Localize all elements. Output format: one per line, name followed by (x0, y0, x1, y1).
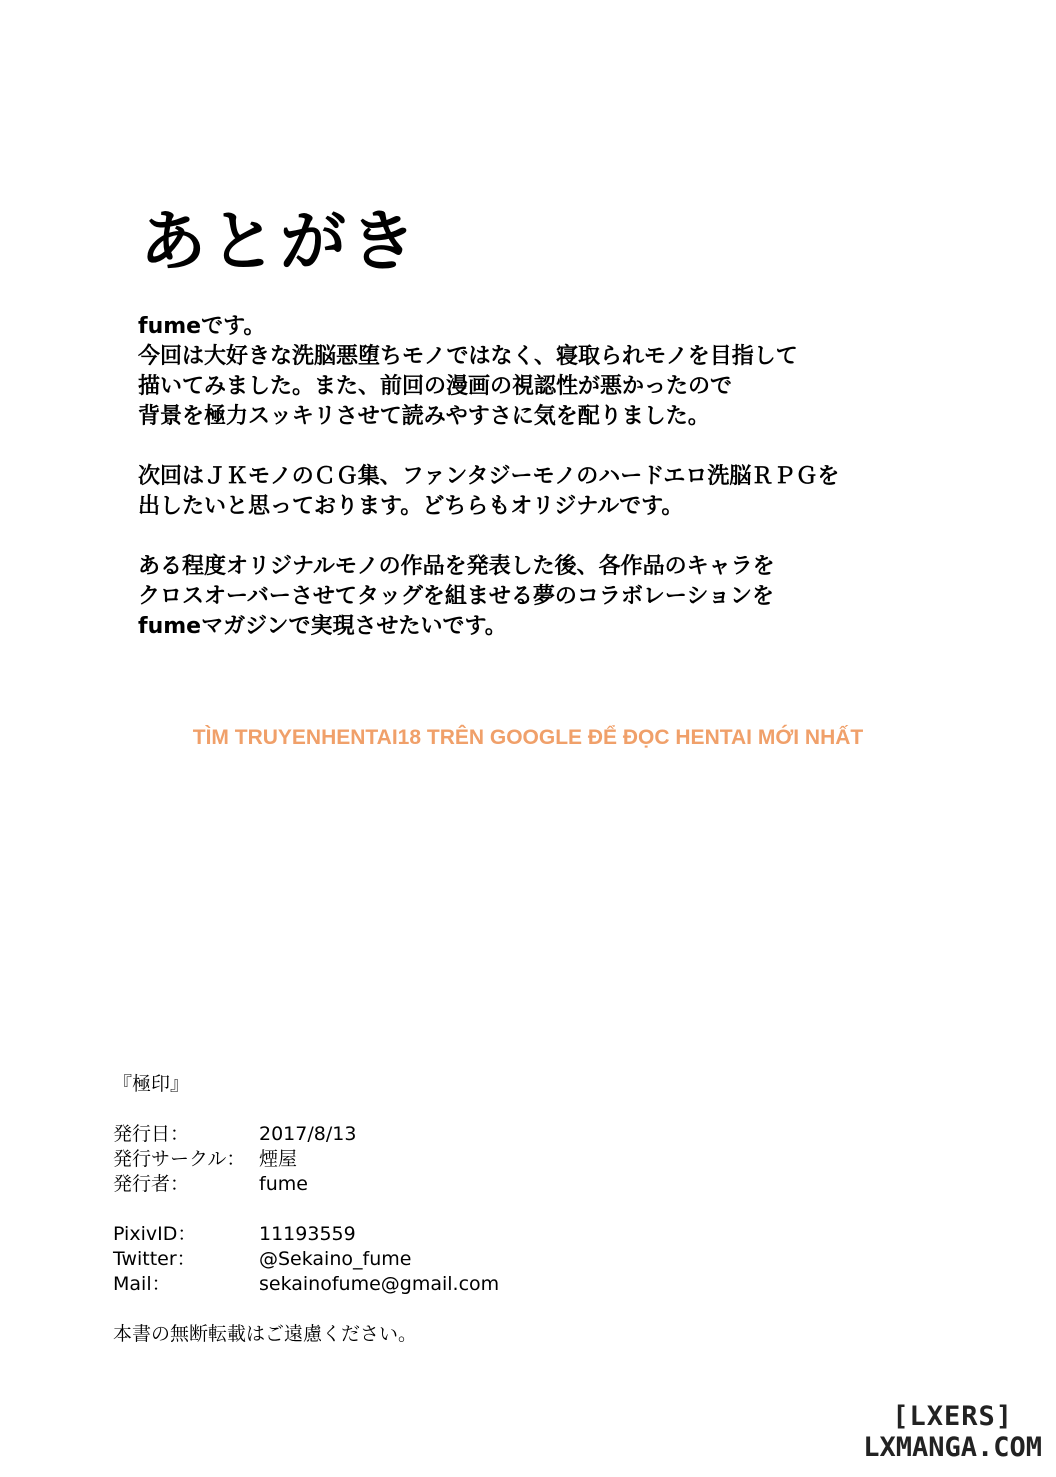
info-value: 煙屋 (259, 1148, 298, 1170)
text-line: fumeマガジンで実現させたいです。 (138, 614, 507, 639)
info-label: 発行サークル： (113, 1148, 246, 1170)
logo-bottom-text: LXMANGA.COM (863, 1432, 1042, 1463)
text-line: 次回はＪＫモノのＣＧ集、ファンタジーモノのハードエロ洗脳ＲＰＧを (138, 464, 840, 489)
info-label: 発行日： (113, 1123, 190, 1145)
text-line: クロスオーバーさせてタッグを組ませる夢のコラボレーションを (138, 584, 775, 609)
text-line: 描いてみました。また、前回の漫画の視認性が悪かったので (138, 374, 733, 399)
logo-top-text: [LXERS] (892, 1401, 1013, 1432)
text-line: 出したいと思っております。どちらもオリジナルです。 (138, 494, 684, 519)
info-value: @Sekaino_fume (259, 1248, 412, 1270)
paragraph (138, 552, 958, 642)
info-row-circle (113, 1147, 499, 1172)
book-title: 『極印』 (113, 1073, 190, 1095)
publication-info (113, 1122, 499, 1197)
paragraph (138, 462, 958, 522)
info-label: Mail： (113, 1273, 171, 1295)
copyright-notice: 本書の無断転載はご遠慮ください。 (113, 1323, 418, 1345)
text-line: 背景を極力スッキリさせて読みやすさに気を配りました。 (138, 404, 710, 429)
watermark-banner: TÌM TRUYENHENTAI18 TRÊN GOOGLE ĐỂ ĐỌC HENTAI MỚI NHẤT (192, 726, 864, 749)
info-row-publisher (113, 1172, 499, 1197)
info-label: 発行者： (113, 1173, 190, 1195)
info-row-pixiv (113, 1222, 499, 1247)
page-title: あとがき (140, 202, 420, 280)
info-row-twitter (113, 1247, 499, 1272)
colophon (113, 1072, 499, 1347)
site-logo (863, 1402, 1042, 1464)
contact-info (113, 1222, 499, 1297)
paragraph (138, 312, 958, 432)
info-label: Twitter： (113, 1248, 196, 1270)
info-value: sekainofume@gmail.com (259, 1273, 500, 1295)
info-row-mail (113, 1272, 499, 1297)
afterword-body (138, 312, 958, 672)
info-value: 2017/8/13 (259, 1123, 357, 1145)
text-line: 今回は大好きな洗脳悪堕ちモノではなく、寝取られモノを目指して (138, 344, 798, 369)
text-line: fumeです。 (138, 314, 266, 339)
info-row-date (113, 1122, 499, 1147)
info-value: fume (259, 1173, 308, 1195)
info-label: PixivID： (113, 1223, 197, 1245)
text-line: ある程度オリジナルモノの作品を発表した後、各作品のキャラを (138, 554, 775, 579)
info-value: 11193559 (259, 1223, 356, 1245)
